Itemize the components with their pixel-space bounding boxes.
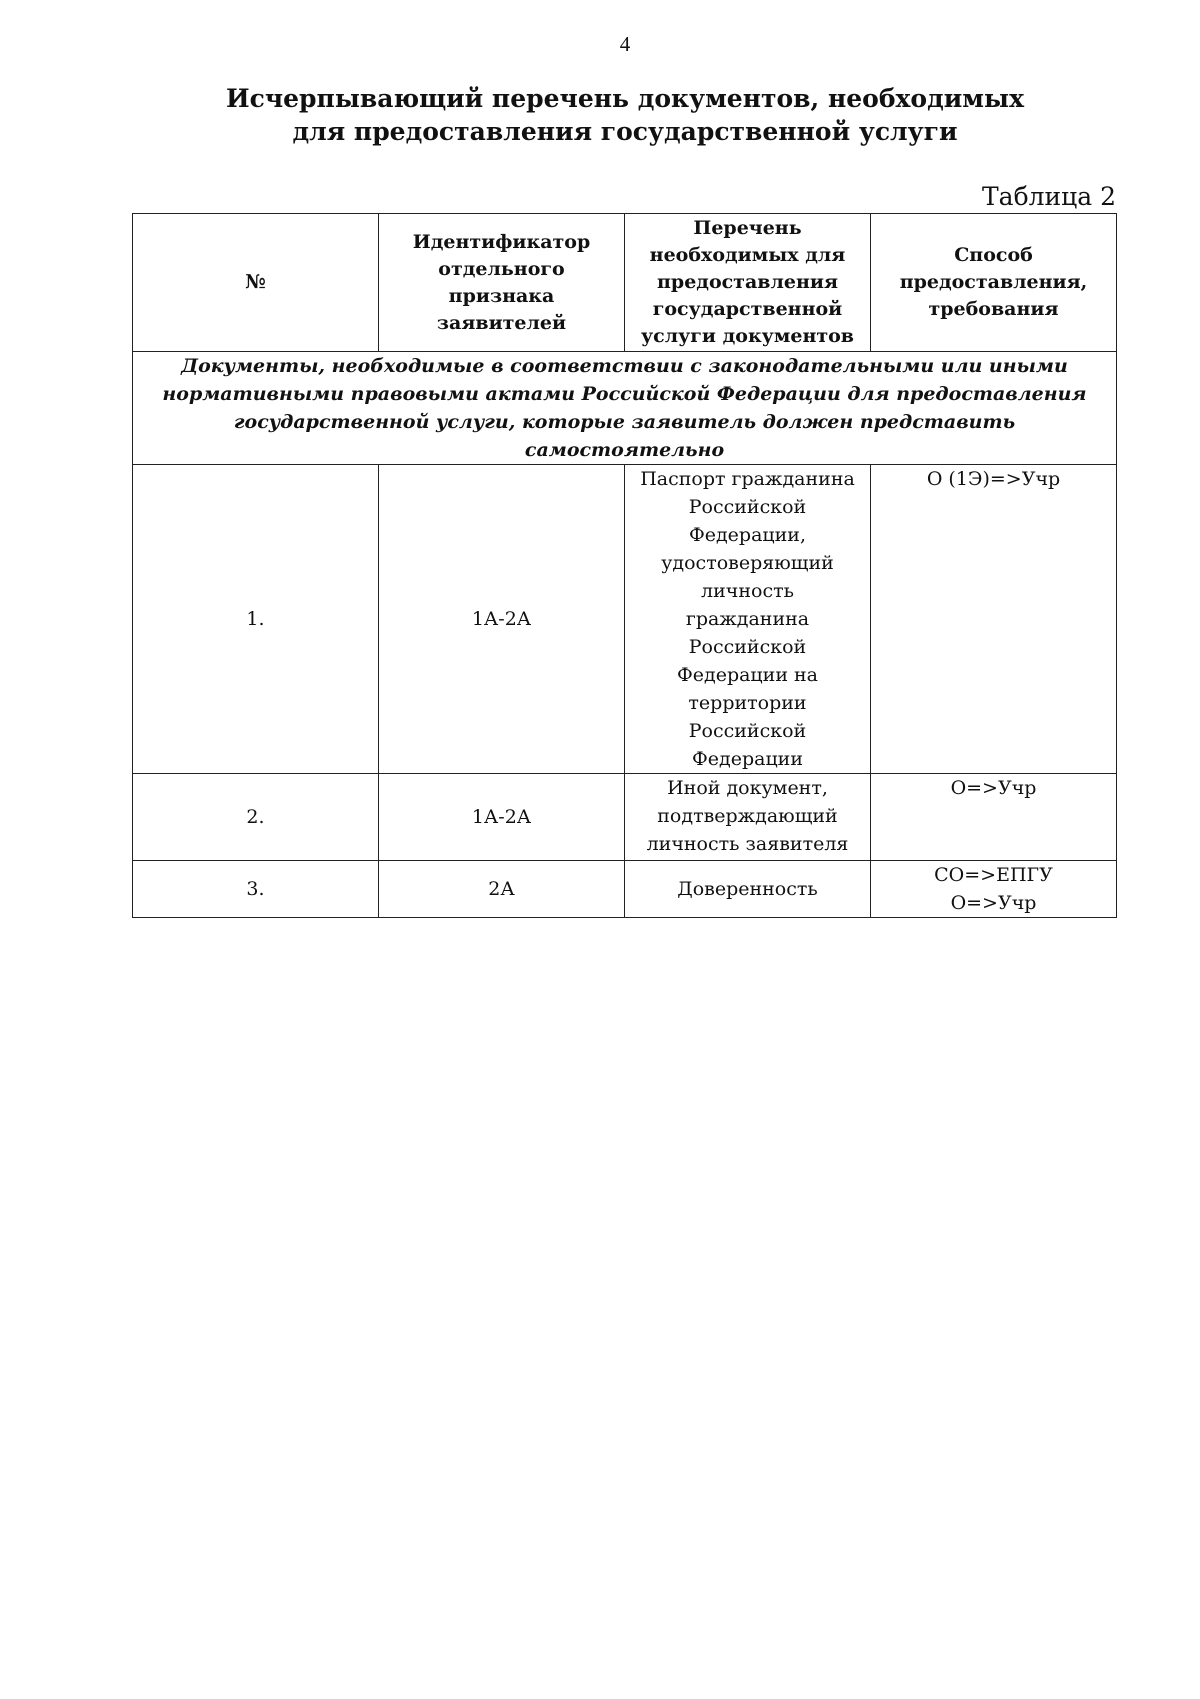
table-section-row [133,352,1117,465]
row-document-line: Федерации, [688,524,807,546]
row-document-line: гражданина [685,608,810,630]
row-number: 3. [133,861,379,918]
row-method [871,774,1117,861]
table-caption: Таблица 2 [981,182,1116,211]
row-document-line: Российской [688,720,807,742]
row-document [625,861,871,918]
header-documents-line: услуги документов [640,325,854,347]
row-identifier: 1А-2А [379,774,625,861]
row-document-line: удостоверяющий [661,552,834,574]
row-number: 1. [133,465,379,774]
row-document-line: личность [701,580,794,602]
section-heading-line: Документы, необходимые в соответствии с законодательными или иными [181,355,1068,377]
header-identifier-line: отдельного [438,257,565,280]
row-document [625,774,871,861]
row-document-line: подтверждающий [657,805,838,827]
row-document-line: Российской [688,496,807,518]
document-title [0,82,1200,148]
row-method-line: СО=>ЕПГУ [934,864,1053,886]
header-method-line: требования [928,298,1059,320]
row-identifier: 1А-2А [379,465,625,774]
row-document-line: территории [688,692,807,714]
table-header-row [133,214,1117,352]
row-document-line: Доверенность [677,878,818,900]
section-heading-line: нормативными правовыми актами Российской Федерации для предоставления [162,383,1087,405]
table-row [133,861,1117,918]
header-identifier-line: заявителей [436,311,567,334]
row-number: 2. [133,774,379,861]
header-documents-line: необходимых для [649,244,846,266]
section-heading [133,352,1117,465]
header-method-line: Способ [954,244,1033,266]
header-method-line: предоставления, [899,271,1088,293]
page-number: 4 [619,32,631,56]
header-identifier-line: Идентификатор [412,230,591,253]
header-documents-line: предоставления [657,271,838,293]
table-row [133,774,1117,861]
row-document-line: Российской [688,636,807,658]
documents-table [132,213,1117,918]
row-document [625,465,871,774]
row-document-line: личность заявителя [646,833,849,855]
row-method [871,465,1117,774]
header-method [871,214,1117,352]
row-identifier: 2А [379,861,625,918]
row-document-line: Федерации [692,748,803,770]
header-identifier-line: признака [448,284,555,307]
header-documents-line: государственной [652,298,843,320]
header-documents [625,214,871,352]
row-document-line: Федерации на [676,664,819,686]
title-line-2: для предоставления государственной услуги [292,117,958,146]
table-row [133,465,1117,774]
row-method-line: О=>Учр [950,777,1037,799]
row-method-line: О (1Э)=>Учр [926,468,1061,490]
row-method-line: О=>Учр [950,892,1037,914]
title-line-1: Исчерпывающий перечень документов, необходимых [226,84,1024,113]
row-document-line: Иной документ, [667,777,828,799]
header-documents-line: Перечень [693,217,802,239]
row-method [871,861,1117,918]
section-heading-line: государственной услуги, которые заявитель должен представить самостоятельно [233,411,1016,461]
row-document-line: Паспорт гражданина [640,468,855,490]
header-identifier [379,214,625,352]
header-number: № [133,214,379,352]
